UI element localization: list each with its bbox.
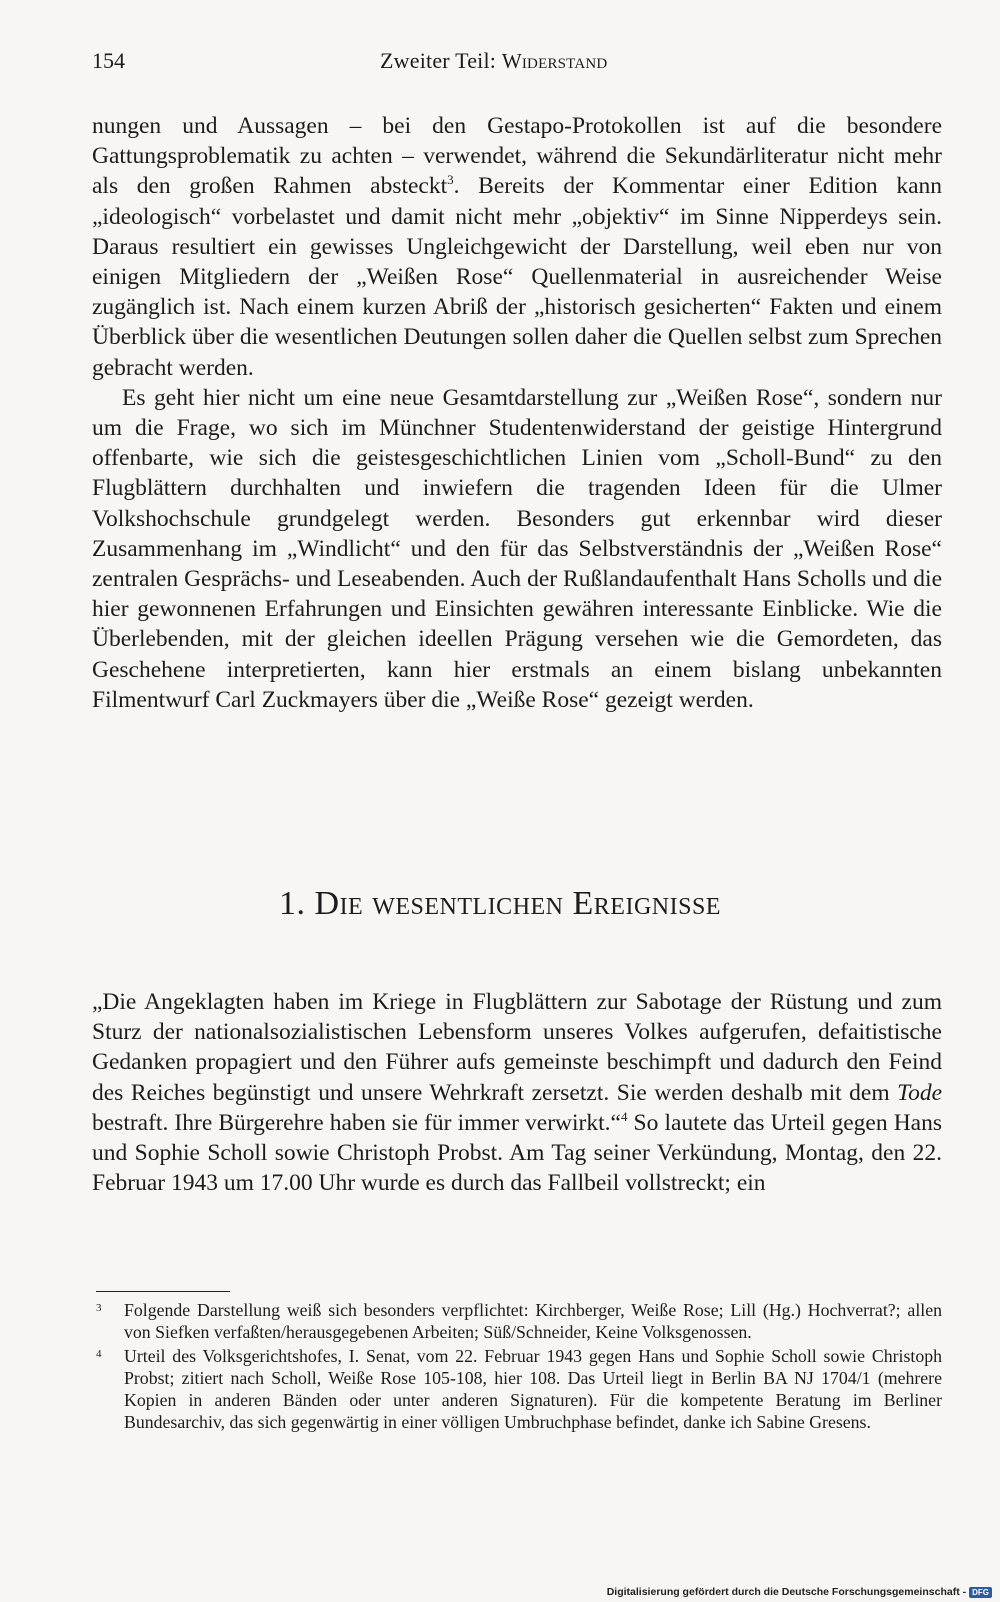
footnote-ref[interactable]: 4	[620, 1108, 628, 1124]
paragraph-text: . Bereits der Kommentar einer Edition kann „ideologisch“ vorbelastet und damit nicht mehr „objektiv“ im Sinne Nipperdeys sein. Daraus resultiert ein gewisses Ungleichgewicht der Darstellung, weil eben nur von einigen Mitgliedern der „Weißen Rose“ Quellenmaterial in ausreichender Weise zugänglich ist. Nach einem kurzen Abriß der „historisch gesicherten“ Fakten und einem Überblick über die wesentlichen Deutungen sollen daher die Quellen selbst zum Sprechen gebracht werden.	[92, 173, 942, 381]
footnote	[96, 1345, 942, 1434]
section-heading	[0, 885, 1000, 923]
footnote	[96, 1299, 942, 1344]
digitization-credit	[607, 1586, 992, 1598]
section-number: 1.	[279, 885, 306, 922]
body-text-block-2	[92, 987, 942, 1198]
footnote-number: 4	[96, 1347, 102, 1360]
footnote-number: 3	[96, 1302, 102, 1314]
dfg-logo-icon: DFG	[969, 1587, 992, 1598]
section-title: Die wesentlichen Ereignisse	[314, 885, 721, 922]
paragraph	[92, 987, 942, 1198]
footnote-text: Urteil des Volksgerichtshofes, I. Senat, vom 22. Februar 1943 gegen Hans und Sophie Scholl sowie Christoph Probst; zitiert nach Scholl, Weiße Rose 105-108, hier 108. Das Urteil liegt in Berlin BA NJ 1704/1 (mehrere Kopien in anderen Bänden oder unter anderen Signaturen). Für die kompetente Beratung im Berliner Bundesarchiv, das sich gegenwärtig in einer völligen Umbruchphase befindet, danke ich Sabine Gresens.	[124, 1345, 942, 1433]
footnote-text: Folgende Darstellung weiß sich besonders verpflichtet: Kirchberger, Weiße Rose; Lill (Hg.) Hochverrat?; allen von Siefken verfaßten/herausgegebenen Arbeiten; Süß/Schneider, Keine Volksgenossen.	[124, 1300, 942, 1343]
credit-text: Digitalisierung gefördert durch die Deutsche Forschungsgemeinschaft -	[606, 1586, 967, 1598]
footnotes	[96, 1299, 942, 1435]
paragraph-text: nungen und Aussagen – bei den Gestapo-Protokollen ist auf die besondere Gattungsproblematik zu achten – verwendet, während die Sekundärliteratur nicht mehr als den großen Rahmen absteckt	[92, 113, 942, 200]
running-head	[380, 48, 607, 74]
running-head-section: Widerstand	[501, 49, 608, 73]
footnote-separator	[96, 1291, 230, 1292]
paragraph-text: So lautete das Urteil gegen Hans und Sophie Scholl sowie Christoph Probst. Am Tag seiner Verkündung, Montag, den 22. Februar 1943 um 17.00 Uhr wurde es durch das Fallbeil vollstreckt; ein	[92, 1109, 942, 1197]
emphasis-text: Tode	[897, 1079, 942, 1106]
paragraph-text: bestraft. Ihre Bürgerehre haben sie für immer verwirkt.“	[92, 1109, 621, 1136]
footnote-ref[interactable]: 3	[447, 172, 454, 188]
body-text-block-1	[92, 111, 942, 715]
paragraph-text: „Die Angeklagten haben im Kriege in Flugblättern zur Sabotage der Rüstung und zum Sturz der nationalsozialistischen Lebensform unseres Volkes aufgerufen, defaitistische Gedanken propagiert und den Führer aufs gemeinste beschimpft und dadurch den Feind des Reiches begünstigt und unsere Wehrkraft zersetzt. Sie werden deshalb mit dem	[92, 989, 942, 1106]
page-number: 154	[92, 48, 125, 73]
paragraph: Es geht hier nicht um eine neue Gesamtdarstellung zur „Weißen Rose“, sondern nur um die Frage, wo sich im Münchner Studentenwiderstand der geistige Hintergrund offenbarte, wie sich die geistesgeschichtlichen Linien vom „Scholl-Bund“ zu den Flugblättern durchhalten und inwiefern die tragenden Ideen für die Ulmer Volkshochschule grundgelegt werden. Besonders gut erkennbar wird dieser Zusammenhang im „Windlicht“ und den für das Selbstverständnis der „Weißen Rose“ zentralen Gesprächs- und Leseabenden. Auch der Rußlandaufenthalt Hans Scholls und die hier gewonnenen Erfahrungen und Einsichten gewähren interessante Einblicke. Wie die Überlebenden, mit der gleichen ideellen Prägung versehen wie die Gemordeten, das Geschehene interpretierten, kann hier erstmals an einem bislang unbekannten Filmentwurf Carl Zuckmayers über die „Weiße Rose“ gezeigt werden.	[92, 384, 942, 713]
paragraph	[92, 111, 942, 383]
running-head-prefix: Zweiter Teil:	[380, 48, 502, 73]
